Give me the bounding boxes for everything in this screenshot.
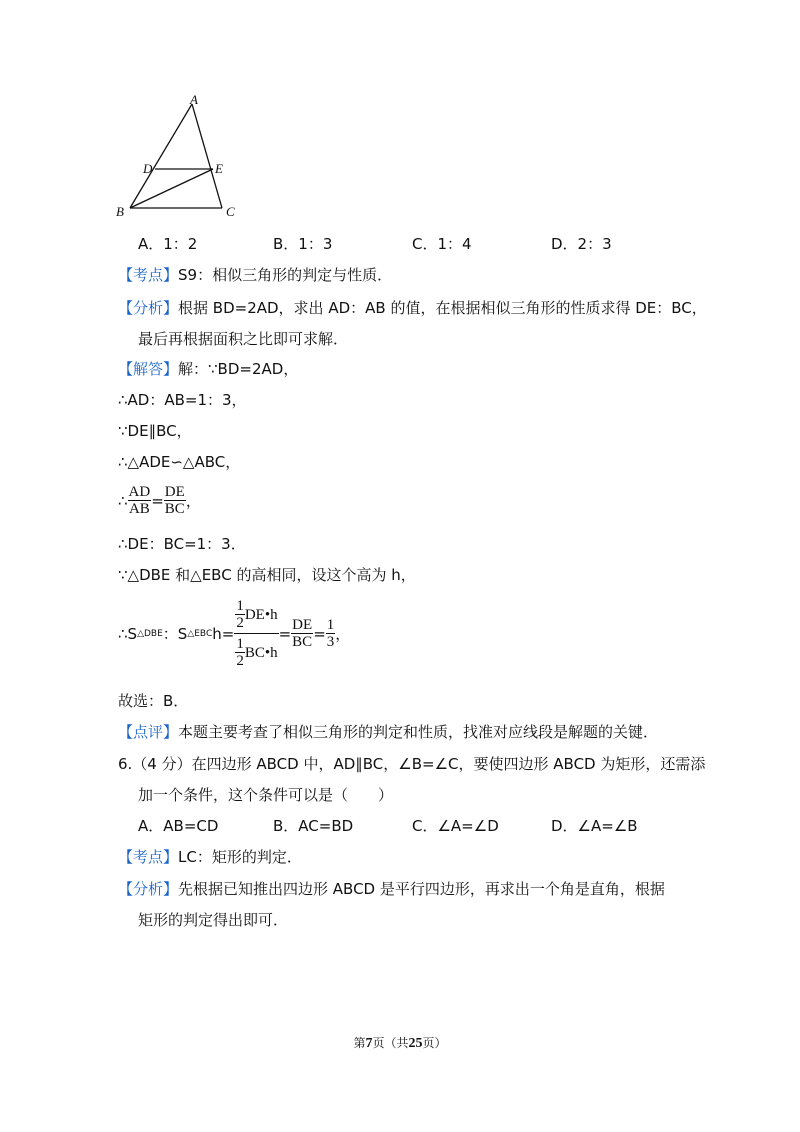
fenxi-line2: 最后再根据面积之比即可求解． (138, 330, 349, 348)
q6-stem-line2: 加一个条件，这个条件可以是（ ） (138, 786, 394, 804)
top-rest: DE•h (244, 606, 278, 623)
frac-num: AD (128, 484, 151, 500)
jieda-tag: 【解答】 (118, 360, 179, 378)
frac-num: DE (164, 484, 185, 500)
step7-h: h= (212, 624, 235, 643)
fraction-ad-ab (128, 484, 152, 517)
equals-sign: = (151, 491, 164, 510)
frac-den: AB (128, 501, 150, 517)
q5-dianping (118, 721, 658, 743)
frac-den: 2 (236, 615, 244, 631)
kaodian-tag: 【考点】 (118, 266, 179, 284)
step7-mid: ：S (162, 624, 188, 643)
half-fraction (235, 598, 245, 631)
label-d: D (143, 161, 153, 176)
label-a: A (190, 92, 198, 107)
label-b: B (116, 204, 124, 219)
frac-num: 1 (236, 636, 244, 652)
compound-num (234, 598, 278, 634)
q5-option-b: B．1：3 (273, 235, 333, 253)
q6-stem-line1: 6.（4 分）在四边形 ABCD 中，AD∥BC，∠B=∠C，要使四边形 ABCD 为矩形，还需添 (118, 755, 706, 773)
frac-den: BC (164, 501, 185, 517)
fenxi-tag: 【分析】 (118, 880, 179, 898)
answer: 故选：B． (118, 692, 189, 710)
frac-num: 1 (326, 617, 335, 633)
step7-prefix: ∴S (118, 624, 138, 643)
label-c: C (226, 204, 235, 219)
q5-option-a: A．1：2 (138, 235, 198, 253)
fraction-de-bc (164, 484, 186, 517)
dianping-tag: 【点评】 (118, 723, 179, 741)
page-footer (0, 1034, 800, 1052)
q6-option-c: C．∠A=∠D (412, 817, 499, 835)
q5-option-c: C．1：4 (412, 235, 472, 253)
footer-post: 页） (422, 1036, 447, 1050)
q6-option-d: D．∠A=∠B (551, 817, 638, 835)
step-4 (118, 484, 201, 517)
q6-option-a: A．AB=CD (138, 817, 219, 835)
step-3: ∴△ADE∽△ABC， (118, 453, 241, 471)
q5-kaodian (118, 264, 392, 286)
q6-option-b: B．AC=BD (273, 817, 354, 835)
step4-suffix: ， (185, 491, 201, 510)
q6-fenxi (118, 878, 665, 900)
fenxi-tag: 【分析】 (118, 299, 179, 317)
half-fraction (235, 636, 245, 669)
footer-pre: 第 (353, 1036, 366, 1050)
step-5: ∴DE：BC=1：3． (118, 535, 246, 553)
segment-ac (192, 104, 222, 208)
compound-fraction (234, 598, 278, 669)
q5-option-d: D．2：3 (551, 235, 612, 253)
label-e: E (215, 161, 223, 176)
triangle-figure (112, 92, 252, 222)
step4-prefix: ∴ (118, 491, 128, 510)
footer-mid: 页（共 (372, 1036, 409, 1050)
step7-sub-dbe: △DBE (137, 628, 163, 639)
equals-sign: = (313, 624, 326, 643)
step7-sub-ebc: △EBC (187, 628, 213, 639)
step-2: ∵DE∥BC， (118, 422, 192, 440)
kaodian-tag: 【考点】 (118, 848, 179, 866)
q5-jieda (118, 358, 298, 380)
kaodian-text: LC：矩形的判定． (178, 848, 302, 866)
frac-den: 3 (326, 634, 335, 650)
frac-den: 2 (236, 653, 244, 669)
fraction-one-third (326, 617, 336, 650)
frac-num: 1 (236, 598, 244, 614)
jieda-text: 解：∵BD=2AD， (178, 360, 299, 378)
frac-num: DE (292, 617, 313, 633)
equals-sign: = (278, 624, 292, 643)
footer-total-pages: 25 (408, 1036, 423, 1051)
dianping-text: 本题主要考查了相似三角形的判定和性质，找准对应线段是解题的关键． (178, 723, 659, 741)
frac-den: BC (292, 634, 313, 650)
footer-page-number: 7 (365, 1036, 373, 1051)
step-6: ∵△DBE 和△EBC 的高相同，设这个高为 h， (118, 566, 416, 584)
step-7 (118, 598, 350, 669)
kaodian-text: S9：相似三角形的判定与性质． (178, 266, 393, 284)
step-1: ∴AD：AB=1：3， (118, 391, 247, 409)
step7-suffix: ， (335, 624, 351, 643)
bot-rest: BC•h (244, 644, 278, 661)
segment-ab (130, 104, 192, 208)
compound-den (234, 634, 278, 669)
fenxi-line1: 根据 BD=2AD，求出 AD：AB 的值，在根据相似三角形的性质求得 DE：BC， (178, 299, 707, 317)
fenxi-line2: 矩形的判定得出即可． (138, 911, 289, 929)
q6-kaodian (118, 846, 302, 868)
fraction-de-bc (291, 617, 313, 650)
q5-fenxi (118, 297, 707, 319)
fenxi-line1: 先根据已知推出四边形 ABCD 是平行四边形，再求出一个角是直角，根据 (178, 880, 665, 898)
